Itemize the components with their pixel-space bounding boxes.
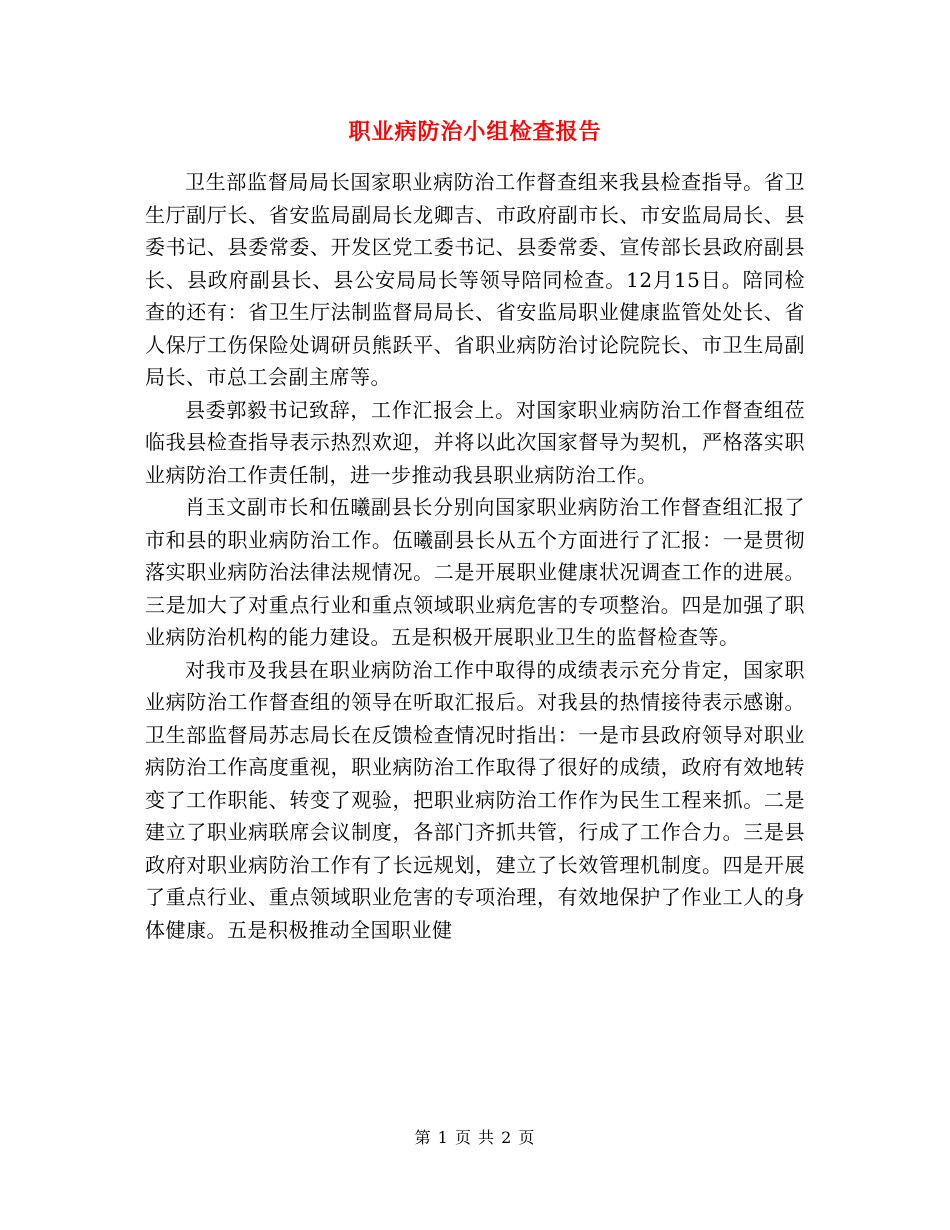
document-body xyxy=(145,166,805,946)
page-number-footer: 第 1 页 共 2 页 xyxy=(414,1128,536,1147)
paragraph-1: 卫生部监督局局长国家职业病防治工作督查组来我县检查指导。省卫生厅副厅长、省安监局副局长龙卿吉、市政府副市长、市安监局局长、县委书记、县委常委、开发区党工委书记、县委常委、宣传部长县政府副县长、县政府副县长、县公安局局长等领导陪同检查。12月15日。陪同检查的还有：省卫生厅法制监督局局长、省安监局职业健康监管处处长、省人保厅工伤保险处调研员熊跃平、省职业病防治讨论院院长、市卫生局副局长、市总工会副主席等。 xyxy=(145,170,805,389)
paragraph-3: 肖玉文副市长和伍曦副县长分别向国家职业病防治工作督查组汇报了市和县的职业病防治工作。伍曦副县长从五个方面进行了汇报：一是贯彻落实职业病防治法律法规情况。二是开展职业健康状况调查工作的进展。三是加大了对重点行业和重点领域职业病危害的专项整治。四是加强了职业病防治机构的能力建设。五是积极开展职业卫生的监督检查等。 xyxy=(145,495,805,649)
paragraph-4: 对我市及我县在职业病防治工作中取得的成绩表示充分肯定，国家职业病防治工作督查组的领导在听取汇报后。对我县的热情接待表示感谢。卫生部监督局苏志局长在反馈检查情况时指出：一是市县政府领导对职业病防治工作高度重视，职业病防治工作取得了很好的成绩，政府有效地转变了工作职能、转变了观验，把职业病防治工作作为民生工程来抓。二是建立了职业病联席会议制度，各部门齐抓共管，行成了工作合力。三是县政府对职业病防治工作有了长远规划，建立了长效管理机制度。四是开展了重点行业、重点领域职业危害的专项治理，有效地保护了作业工人的身体健康。五是积极推动全国职业健 xyxy=(145,657,805,942)
document-title: 职业病防治小组检查报告 xyxy=(348,119,602,145)
paragraph-2: 县委郭毅书记致辞，工作汇报会上。对国家职业病防治工作督查组莅临我县检查指导表示热烈欢迎，并将以此次国家督导为契机，严格落实职业病防治工作责任制，进一步推动我县职业病防治工作。 xyxy=(145,397,805,487)
